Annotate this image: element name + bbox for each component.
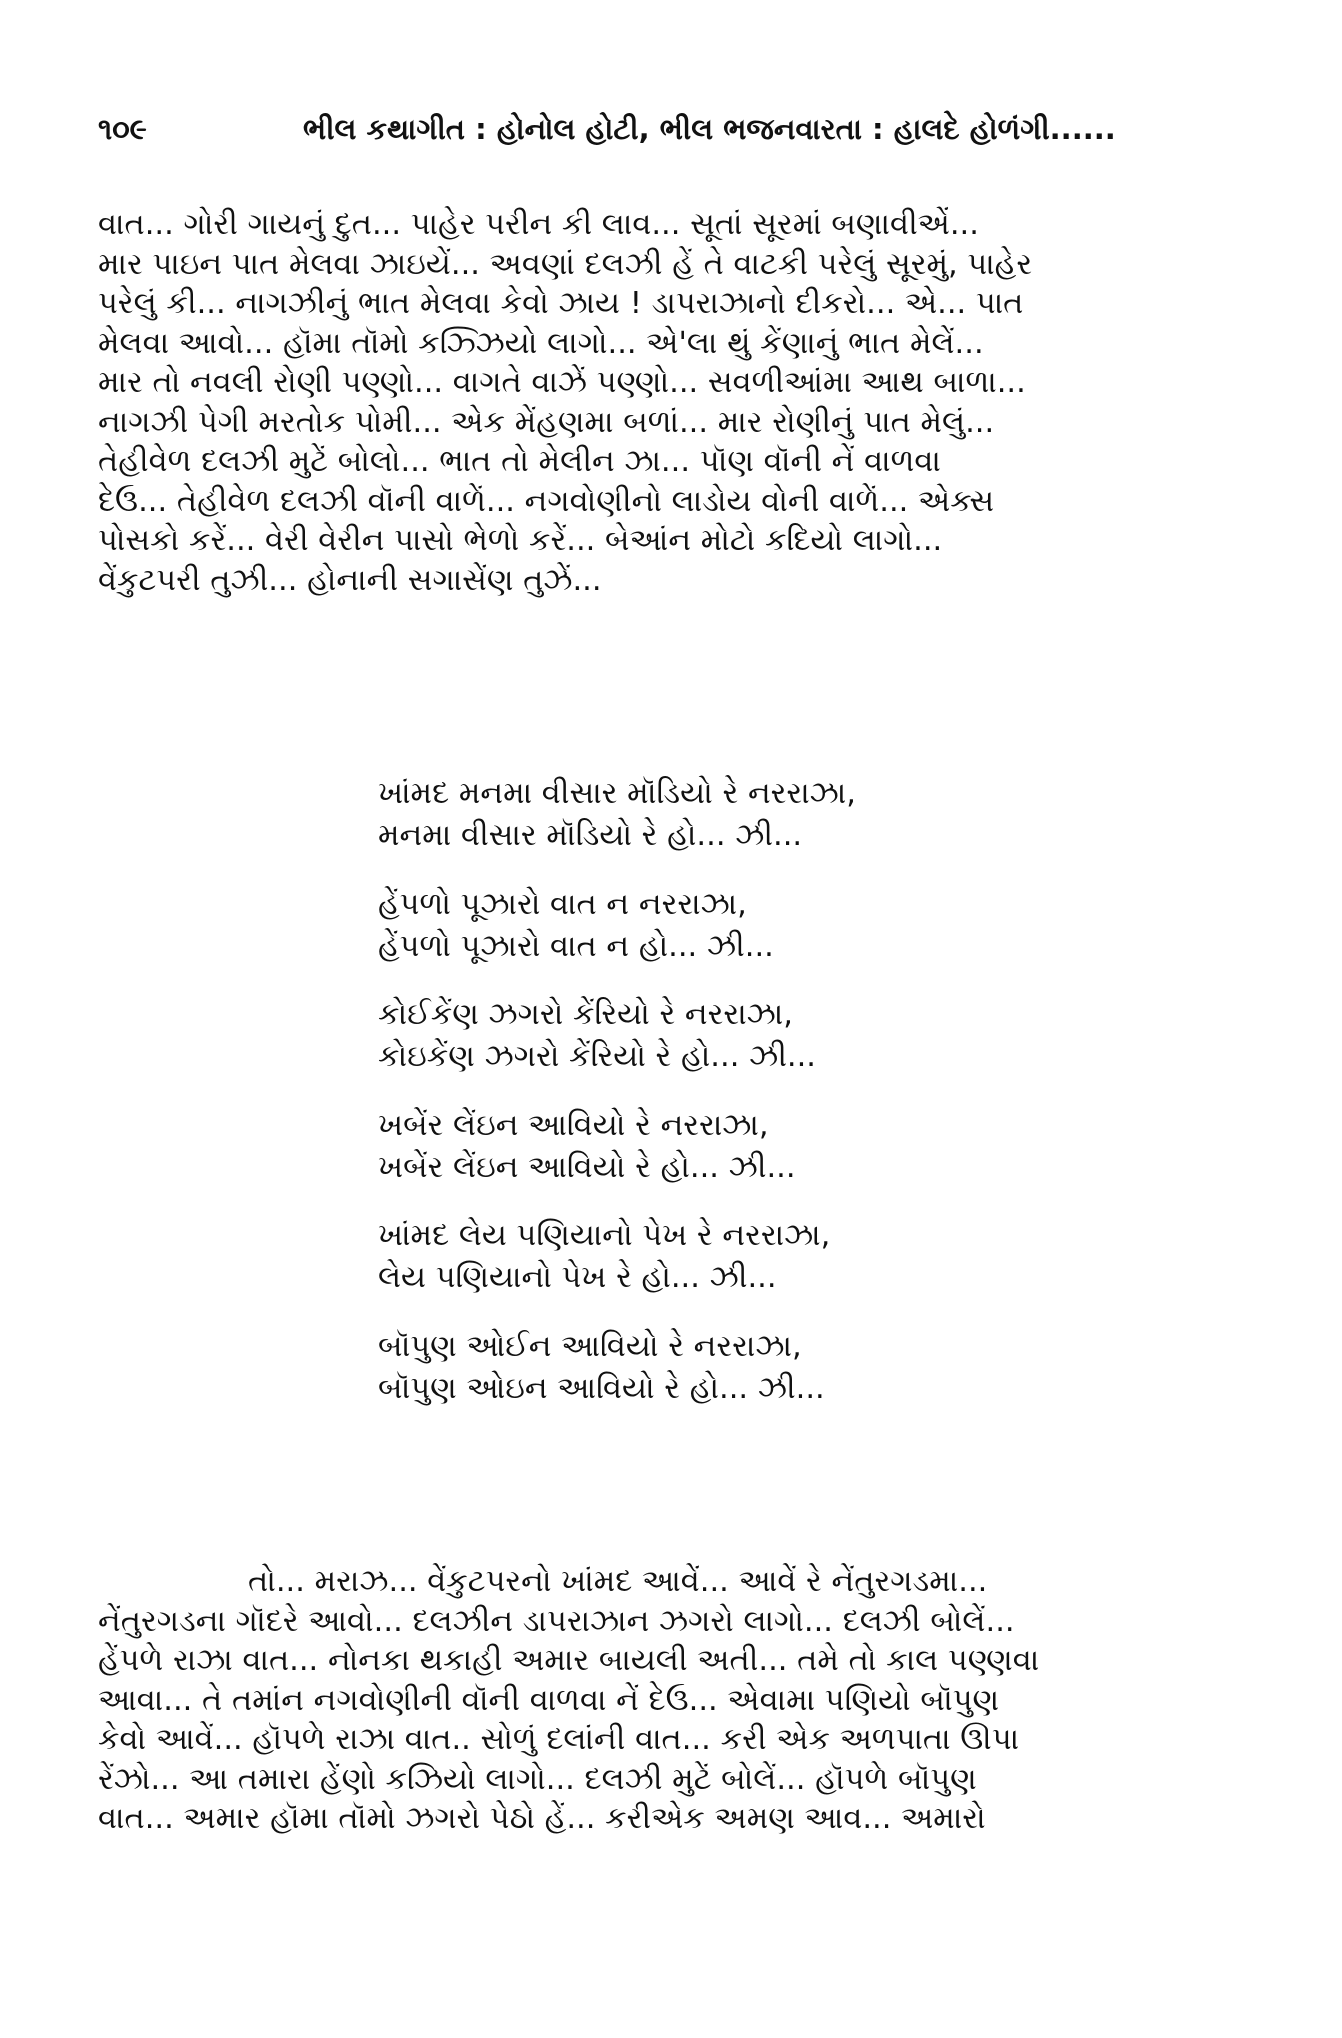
prose-paragraph-2 [98,1562,1250,1839]
text-line: આવા... તે તમાંન નગવોણીની વૉની વાળવા નેં દેઉં... એવામા પણિયો બૉપુણ [98,1682,1000,1718]
verse-refrain: લેય પણિયાનો પેખ રે હો... ઝી... [378,1260,777,1295]
text-line: પોસકો કરેં... વેરી વેરીન પાસો ભેળો કરેં... બેઆંન મોટો કદિયો લાગો... [98,523,943,558]
text-line: દેઉં... તેહીવેળ દલઝી વૉની વાળેં... નગવોણીનો લાડોય વોની વાળેં... એક્સ [98,483,995,519]
stanza [378,884,1178,968]
text-line: વાત... ગોરી ગાયનું દુત... પાહેર પરીન કી લાવ... સૂતાં સૂરમાં બણાવીએં... [98,207,979,242]
verse-line: ખાંમદ લેય પણિયાનો પેખ રે નરરાઝા, [378,1218,831,1253]
page-number: ૧૦૯ [98,112,147,146]
page-header [98,112,1248,162]
text-line: નેંતુરગડના ગૉદરે આવો... દલઝીન ડાપરાઝાન ઝગરો લાગો... દલઝી બોલેં... [98,1603,1015,1639]
verse-refrain: કોઇકેંણ ઝગરો કેંરિયો રે હો... ઝી... [378,1039,816,1074]
verse-refrain: બૉપુણ ઓઇન આવિયો રે હો... ઝી... [378,1370,825,1406]
text-line: વાત... અમાર હૉમા તૉમો ઝગરો પેઠો હેં... કરીએક અમણ આવ... અમારો [98,1801,986,1836]
verse-refrain: મનમા વીસાર મૉડિયો રે હો... ઝી... [378,818,803,853]
text-line: વેંકુટપરી તુઝી... હોનાની સગાસેંણ તુઝેં... [98,562,602,598]
text-line: તેહીવેળ દલઝી મુટેં બોલો... ભાત તો મેલીન ઝા... પૉણ વૉની નેં વાળવા [98,444,941,479]
text-line: પરેલું કી... નાગઝીનું ભાત મેલવા કેવો ઝાય ! ડાપરાઝાનો દીકરો... એ... પાત [98,286,1024,321]
stanza [378,1215,1178,1299]
verse-refrain: ખબેંર લેંઇન આવિયો રે હો... ઝી... [378,1149,796,1185]
prose-paragraph-1 [98,205,1250,600]
verse-line: ખાંમદ મનમા વીસાર મૉડિયો રે નરરાઝા, [378,776,856,811]
text-line: રેંઝો... આ તમારા હેંણો કઝિયો લાગો... દલઝી મુટેં બોલેં... હૉપળે બૉપુણ [98,1761,977,1797]
verse-line: ખબેંર લેંઇન આવિયો રે નરરાઝા, [378,1107,769,1143]
song-verses [378,773,1178,1436]
verse-line: હેંપળો પૂઝારો વાત ન નરરાઝા, [378,886,747,922]
verse-line: કોઈકેંણ ઝગરો કેંરિયો રે નરરાઝા, [378,997,793,1032]
text-line: હેંપળે રાઝા વાત... નોનકા થકાહી અમાર બાયલી અતી... તમે તો કાલ પણ્ણવા [98,1643,1040,1678]
stanza [378,994,1178,1078]
stanza [378,773,1178,857]
verse-refrain: હેંપળો પૂઝારો વાત ન હો... ઝી... [378,928,774,964]
text-line: તો... મરાઝ... વેંકુટપરનો ખાંમદ આવેં... આવેં રે નેંતુરગડમા... [248,1564,988,1599]
verse-line: બૉપુણ ઓઈન આવિયો રે નરરાઝા, [378,1328,802,1364]
text-line: નાગઝી પેગી મરતોક પોમી... એક મેંહણમા બળાં... માર રોણીનું પાત મેલું... [98,404,995,440]
stanza [378,1326,1178,1410]
text-line: માર પાઇન પાત મેલવા ઝાઇયેં... અવણાં દલઝી હેં તે વાટકી પરેલું સૂરમું, પાહેર [98,246,1033,282]
stanza [378,1105,1178,1189]
text-line: મેલવા આવો... હૉમા તૉમો કઝ્ઝિયો લાગો... એ'લા થું કેંણાનું ભાત મેલેં... [98,325,984,361]
running-title: ભીલ કથાગીત : હોનોલ હોટી, ભીલ ભજનવારતા : હાલદે હોળંગી...... [303,112,1116,146]
text-line: માર તો નવલી રોણી પણ્ણો... વાગતે વાઝેં પણ્ણો... સવળીઆંમા આથ બાળા... [98,365,1026,400]
text-line: કેવો આવેં... હૉપળે રાઝા વાત.. સોળું દલાંની વાત... કરી એક અળપાતા ઊપા [98,1722,1020,1757]
